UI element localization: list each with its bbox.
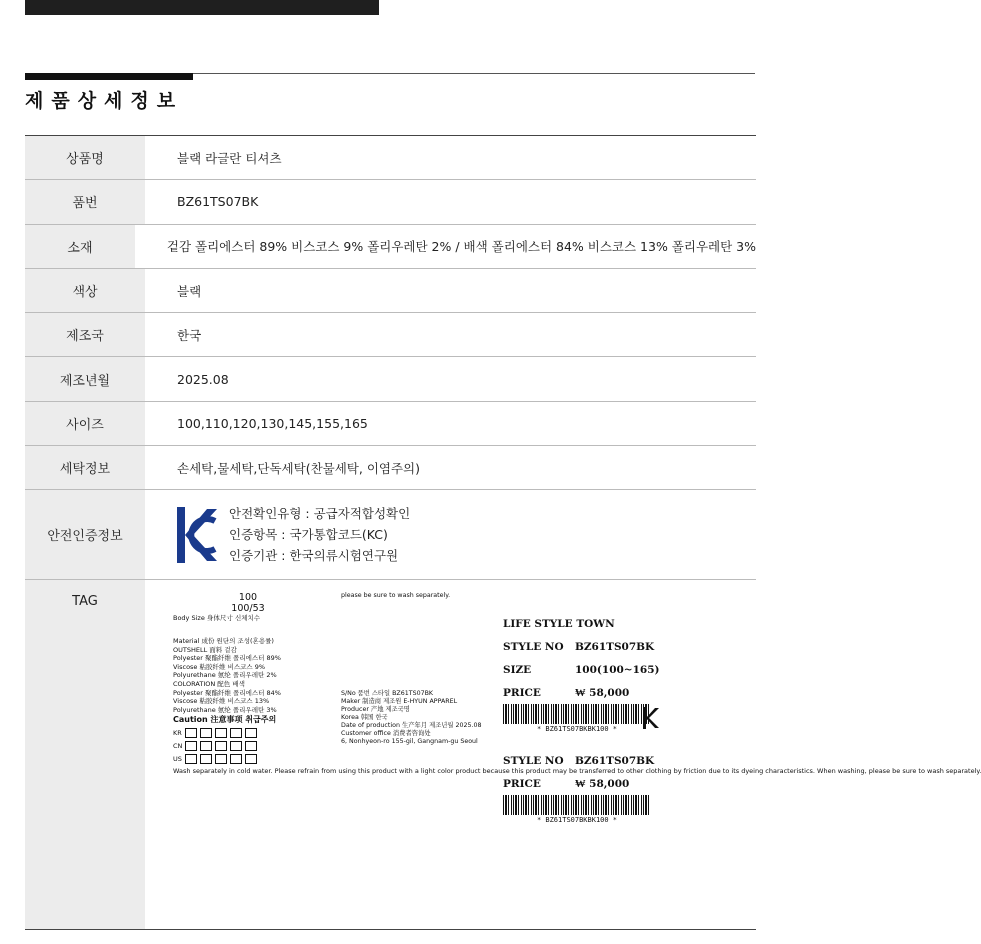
care-out-item: Polyurethane 氨纶 폴리우레탄 2%: [173, 671, 277, 680]
section-accent-bar: [25, 73, 193, 80]
spec-value: 블랙: [177, 283, 202, 299]
hang-size-row: [503, 658, 703, 681]
hang-price-row: [503, 681, 703, 704]
care-out-item: Viscose 粘胶纤维 비스코스 9%: [173, 662, 266, 671]
hang-style-value: BZ61TS07BK: [575, 754, 655, 767]
spec-row-name: [25, 136, 756, 180]
care-col-item: Polyurethane 氨纶 폴리우레탄 3%: [173, 705, 277, 714]
spec-table: [25, 135, 981, 930]
spec-value: 한국: [177, 327, 202, 343]
spec-row-cert: [25, 490, 756, 580]
hang-style-label: STYLE NO: [503, 754, 564, 767]
hang-price-value: ₩ 58,000: [575, 686, 630, 699]
spec-row-wash: [25, 446, 756, 490]
spec-label: 안전인증정보: [25, 490, 145, 579]
spec-row-size: [25, 402, 756, 446]
barcode-2-text: * BZ61TS07BKBK100 *: [536, 816, 618, 825]
spec-value: BZ61TS07BK: [177, 194, 259, 210]
dryclean-symbol-icon: [245, 741, 257, 751]
kc-mark-small-icon: [643, 706, 659, 730]
hang-style-row-2: [503, 749, 703, 772]
kc-mark-icon: [177, 505, 217, 565]
cert-block: [177, 503, 410, 566]
hang-price-value: ₩ 58,000: [575, 777, 630, 790]
spec-row-date: [25, 357, 756, 401]
care-outshell: OUTSHELL 面料 겉감: [173, 645, 237, 654]
mid-office: Customer office 消费者咨询处: [341, 729, 431, 737]
dry-symbol-icon: [230, 754, 242, 764]
bleach-symbol-icon: [200, 754, 212, 764]
spec-label: 색상: [25, 269, 145, 312]
spec-row-material: [25, 225, 756, 269]
cert-lines: [229, 503, 410, 566]
cert-type: 안전확인유형 : 공급자적합성확인: [229, 506, 411, 522]
dryclean-symbol-icon: [245, 728, 257, 738]
care-symbols-kr: [173, 728, 323, 738]
wash-symbol-icon: [185, 754, 197, 764]
cert-item: 인증항목 : 국가통합코드(KC): [229, 527, 388, 543]
mid-producer: Producer 产地 제조국명: [341, 706, 410, 714]
dry-symbol-icon: [230, 728, 242, 738]
iron-symbol-icon: [215, 754, 227, 764]
region-us: US: [173, 754, 182, 763]
label-mid: [341, 592, 482, 745]
hang-price-row-2: [503, 772, 703, 795]
spec-value: 2025.08: [177, 371, 229, 387]
spec-row-tag: [25, 580, 981, 930]
barcode-1: [503, 704, 651, 724]
hang-style-value: BZ61TS07BK: [575, 640, 655, 653]
spec-label: 상품명: [25, 136, 145, 179]
spec-row-color: [25, 269, 756, 313]
hang-size-value: 100(100~165): [575, 663, 660, 676]
care-col-item: Polyester 聚酯纤维 폴리에스터 84%: [173, 688, 281, 697]
mid-style: S/No 품번 스타일 BZ61TS07BK: [341, 690, 434, 698]
care-size: 100: [238, 592, 258, 604]
product-image-bottom: [25, 0, 379, 15]
bleach-symbol-icon: [200, 728, 212, 738]
mid-date: Date of production 生产年月 제조년월 2025.08: [341, 721, 482, 729]
barcode-2: [503, 795, 651, 815]
dry-symbol-icon: [230, 741, 242, 751]
hang-size-label: SIZE: [503, 663, 532, 676]
care-wash-text: Wash separately in cold water. Please refrain from using this product with a light color product because this product may be transferred to other clothing by friction due to its dyeing characteristics. When washing, please be sure to wash separately.: [173, 766, 981, 775]
mid-maker: Maker 制造商 제조원 E-HYUN APPAREL: [341, 698, 458, 706]
hang-tag: [503, 612, 703, 824]
section-divider: [193, 73, 755, 74]
spec-value: 손세탁,물세탁,단독세탁(찬물세탁, 이염주의): [177, 460, 420, 476]
spec-value: 100,110,120,130,145,155,165: [177, 415, 368, 431]
care-body-size: Body Size 身体尺寸 신체치수: [173, 614, 261, 623]
spec-label: TAG: [25, 580, 145, 929]
spec-value: [145, 490, 756, 579]
tag-image-area: [145, 580, 981, 929]
spec-value: 겉감 폴리에스터 89% 비스코스 9% 폴리우레탄 2% / 배색 폴리에스터 84% 비스코스 13% 폴리우레탄 3%: [166, 239, 756, 255]
hang-brand: LIFE STYLE TOWN: [503, 617, 615, 630]
hang-price-label: PRICE: [503, 686, 541, 699]
spec-row-country: [25, 313, 756, 357]
hang-style-row: [503, 635, 703, 658]
spec-label: 품번: [25, 180, 145, 223]
care-coloration: COLORATION 配色 배색: [173, 679, 245, 688]
hang-price-label: PRICE: [503, 777, 541, 790]
spec-value: 블랙 라글란 티셔츠: [177, 150, 282, 166]
iron-symbol-icon: [215, 728, 227, 738]
mid-country: Korea 韩国 한국: [341, 714, 388, 721]
dryclean-symbol-icon: [245, 754, 257, 764]
hang-style-label: STYLE NO: [503, 640, 564, 653]
care-symbols-us: [173, 754, 323, 764]
spec-label: 세탁정보: [25, 446, 145, 489]
spec-row-code: [25, 180, 756, 224]
spec-label: 제조국: [25, 313, 145, 356]
spec-label: 제조년월: [25, 357, 145, 400]
wash-symbol-icon: [185, 728, 197, 738]
mid-text: please be sure to wash separately.: [341, 592, 451, 600]
region-cn: CN: [173, 741, 183, 750]
care-col-item: Viscose 粘胶纤维 비스코스 13%: [173, 697, 270, 706]
care-symbols-cn: [173, 741, 323, 751]
care-material: Material 成份 원단의 조성(혼용률): [173, 636, 274, 645]
care-caution: Caution 注意事项 취급주의: [173, 715, 277, 725]
mid-address: 6, Nonhyeon-ro 155-gil, Gangnam-gu Seoul: [341, 737, 478, 745]
bleach-symbol-icon: [200, 741, 212, 751]
barcode-1-text: * BZ61TS07BKBK100 *: [536, 725, 618, 734]
tag-photo: [173, 588, 981, 926]
care-size-range: 100/53: [231, 603, 265, 615]
section-title: 제품상세정보: [25, 90, 184, 112]
cert-agency: 인증기관 : 한국의류시험연구원: [229, 548, 399, 564]
iron-symbol-icon: [215, 741, 227, 751]
spec-label: 사이즈: [25, 402, 145, 445]
spec-label: 소재: [25, 225, 135, 268]
care-out-item: Polyester 聚酯纤维 폴리에스터 89%: [173, 654, 281, 663]
wash-symbol-icon: [185, 741, 197, 751]
region-kr: KR: [173, 728, 182, 737]
